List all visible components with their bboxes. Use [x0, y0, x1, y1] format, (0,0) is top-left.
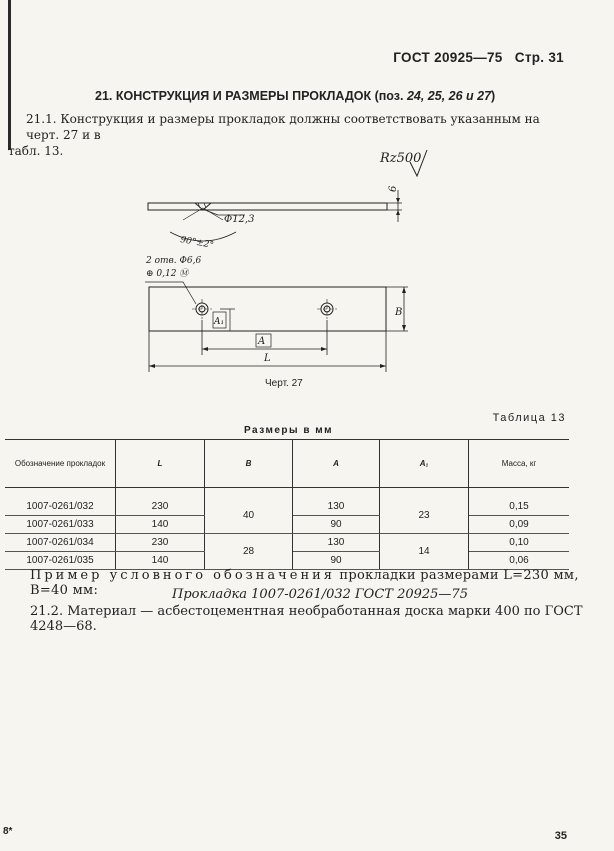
cell-b-40: 40 — [205, 498, 293, 534]
example-label: Пример условного обозначения — [30, 568, 335, 583]
dim-thickness: 6 — [388, 185, 399, 192]
example-text: прокладки размерами L=230 мм, B=40 мм: — [30, 568, 579, 598]
para-line-1: 21.1. Конструкция и размеры прокладок должны соответствовать указанным на черт. 27 и в — [26, 112, 540, 142]
top-view-plate — [149, 287, 386, 331]
table-row: 1007-0261/034 230 28 130 14 0,10 — [5, 534, 569, 552]
table-label: Таблица 13 — [492, 412, 566, 424]
section-title: 21. КОНСТРУКЦИЯ И РАЗМЕРЫ ПРОКЛАДОК (поз. 24, 25, 26 и 27) — [95, 89, 496, 103]
dim-counterbore: Φ12,3 — [224, 214, 255, 225]
table-header-row — [5, 440, 569, 488]
dim-b-label: B — [395, 307, 403, 318]
dim-angle: 90°±2° — [179, 235, 215, 251]
cell-b-28: 28 — [205, 534, 293, 570]
col-a1: A₁ — [380, 440, 469, 488]
page-label: Стр. 31 — [514, 50, 564, 65]
title-positions: 24, 25, 26 и 27 — [406, 89, 492, 103]
dim-a1-label: A₁ — [214, 317, 225, 327]
dim-l-label: L — [264, 353, 271, 364]
countersink — [195, 203, 211, 210]
col-b: B — [205, 440, 293, 488]
col-l: L — [116, 440, 205, 488]
material-paragraph: 21.2. Материал — асбестоцементная необработанная доска марки 400 по ГОСТ 4248—68. — [30, 604, 583, 634]
col-a: A — [293, 440, 380, 488]
standard-number: ГОСТ 20925—75 — [393, 50, 503, 65]
page-number: 35 — [554, 830, 567, 842]
table-subtitle: Размеры в мм — [244, 425, 334, 436]
cell-a1-14: 14 — [380, 534, 469, 570]
section-view-strip — [148, 203, 387, 210]
cell-a1-23: 23 — [380, 498, 469, 534]
technical-drawing — [0, 0, 614, 400]
dimensions-table — [5, 439, 569, 570]
example-designation: Прокладка 1007-0261/032 ГОСТ 20925—75 — [172, 587, 468, 602]
col-mass: Масса, кг — [469, 440, 570, 488]
hole-spec: 2 отв. Φ6,6 — [146, 256, 202, 266]
table-row: 1007-0261/032 230 40 130 23 0,15 — [5, 498, 569, 516]
position-tolerance: ⊕ 0,12 Ⓜ — [146, 269, 189, 279]
roughness-label: Rz500 — [380, 151, 422, 166]
corner-mark: 8* — [3, 826, 13, 837]
figure-caption: Черт. 27 — [265, 378, 303, 389]
table-row: 1007-0261/035 140 90 0,06 — [5, 552, 569, 570]
col-designation: Обозначение прокладок — [5, 440, 116, 488]
dim-a-label: A — [258, 336, 266, 347]
para-line-2: табл. 13. — [8, 144, 64, 158]
table-row: 1007-0261/033 140 90 0,09 — [5, 516, 569, 534]
